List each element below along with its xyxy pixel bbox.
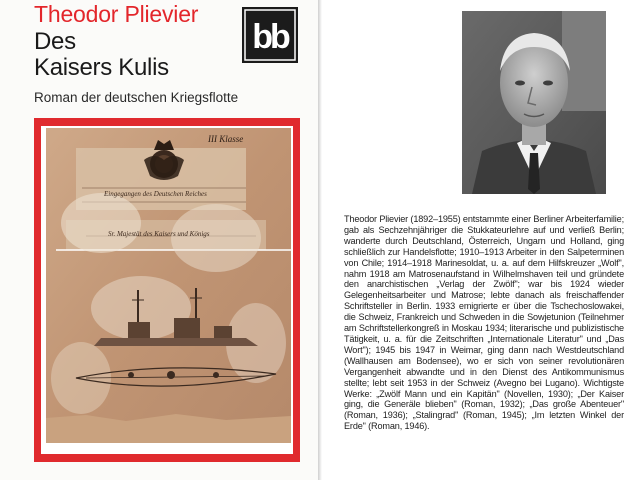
- book-subtitle: Roman der deutschen Kriegsflotte: [34, 90, 239, 105]
- book-title-line2: Kaisers Kulis: [34, 54, 169, 81]
- publisher-logo-text: bb: [252, 18, 288, 56]
- document-heading: Eingegangen des Deutschen Reiches: [104, 190, 207, 198]
- author-portrait: [462, 11, 606, 194]
- document-corner-note: III Klasse: [208, 134, 244, 144]
- document-line: Sr. Majestät des Kaisers und Königs: [108, 230, 210, 238]
- author-biography: Theodor Plievier (1892–1955) entstammte einer Berliner Arbeiterfamilie; gab als Sechzehnjähriger die Stukkateurlehre auf und verließ Berlin; wanderte durch Deutschland, Österreich, Ungarn und Holland, ging schließlich zur Handelsflotte; 1910–1913 Arbeiter in den Salpeterminen von Chile; 1914–1918 Marinesoldat, u. a. auf dem Hilfskreuzer „Wolf", nahm 1918 am Matrosenaufstand in Wilhelmshaven teil und gründete den anarchistischen „Verlag der Zwölf"; war bis 1924 wieder Gelegenheitsarbeiter und Matrose; lebte danach als freischaffender Schriftsteller in Berlin. 1933 emigrierte er über die Tschechoslowakei, die Schweiz, Frankreich und Schweden in die Sowjetunion (Teilnehmer am Schriftstellerkongreß in Moskau 1934; literarische und publizistische Tätigkeit, u. a. für die Zeitschriften „Internationale Literatur" und „Das Wort"); 1945 bis 1947 in Weimar, ging dann nach Westdeutschland (Wallhausen am Bodensee), wo er sich von seiner revolutionären Vergangenheit abwandte und in den Dienst des Antikommunismus stellte; lebt seit 1953 in der Schweiz (Avegno bei Lugano). Wichtigste Werke: „Zwölf Mann und ein Kapitän" (Novellen, 1930); „Der Kaiser ging, die Generäle blieben" (Roman, 1932); „Das große Abenteuer" (Roman, 1936); „Stalingrad" (Roman, 1945); „Im letzten Winkel der Erde" (Roman, 1946).: [344, 214, 624, 432]
- author-name: Theodor Plievier: [34, 1, 199, 27]
- cover-collage-image: [46, 128, 291, 443]
- publisher-logo: [242, 7, 298, 63]
- front-cover: [0, 0, 318, 480]
- book-title-line1: Des: [34, 28, 76, 55]
